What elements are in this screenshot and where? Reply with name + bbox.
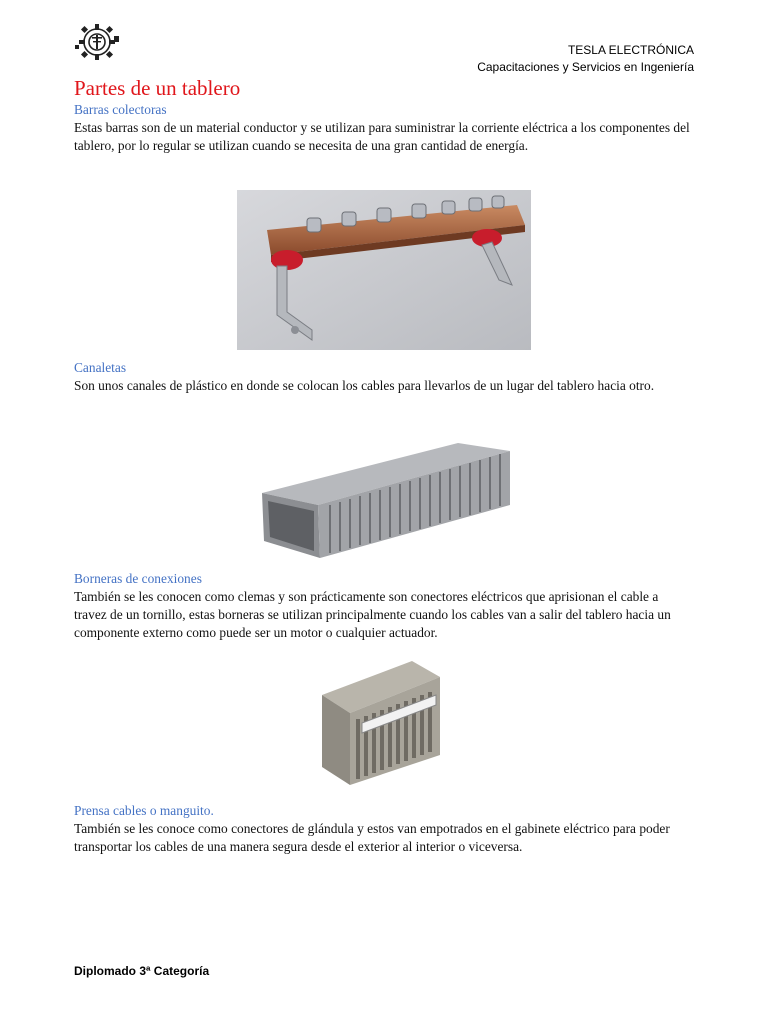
section-body-barras: Estas barras son de un material conductor y se utilizan para suministrar la corriente eléctrica a los componentes del tablero, por lo regular se utilizan cuando se necesita de una gran cantidad de energía. <box>74 120 690 153</box>
section-heading-prensa: Prensa cables o manguito. <box>74 803 214 818</box>
footer-text: Diplomado 3ª Categoría <box>74 964 210 978</box>
page-title: Partes de un tablero <box>74 76 241 100</box>
company-name: TESLA ELECTRÓNICA <box>567 43 694 57</box>
section-heading-barras: Barras colectoras <box>74 102 167 117</box>
section-heading-canaletas: Canaletas <box>74 360 127 375</box>
company-logo-icon <box>72 18 122 68</box>
terminal-block-image <box>312 655 446 795</box>
busbar-image <box>237 190 531 350</box>
section-body-canaletas: Son unos canales de plástico en donde se colocan los cables para llevarlos de un lugar del tablero hacia otro. <box>74 378 655 393</box>
section-body-borneras: También se les conocen como clemas y son prácticamente son conectores eléctricos que aprisionan el cable a travez de un tornillo, estas borneras se utilizan principalmente cuando los cables van a salir del tablero hacia un componente externo como puede ser un motor o cualquier actuador. <box>74 589 671 640</box>
company-tagline: Capacitaciones y Servicios en Ingeniería <box>477 60 694 74</box>
section-heading-borneras: Borneras de conexiones <box>74 571 202 586</box>
section-body-prensa: También se les conoce como conectores de glándula y estos van empotrados en el gabinete eléctrico para poder transportar los cables de una manera segura desde el exterior al interior o viceversa. <box>74 821 670 854</box>
cable-duct-image <box>258 433 512 563</box>
